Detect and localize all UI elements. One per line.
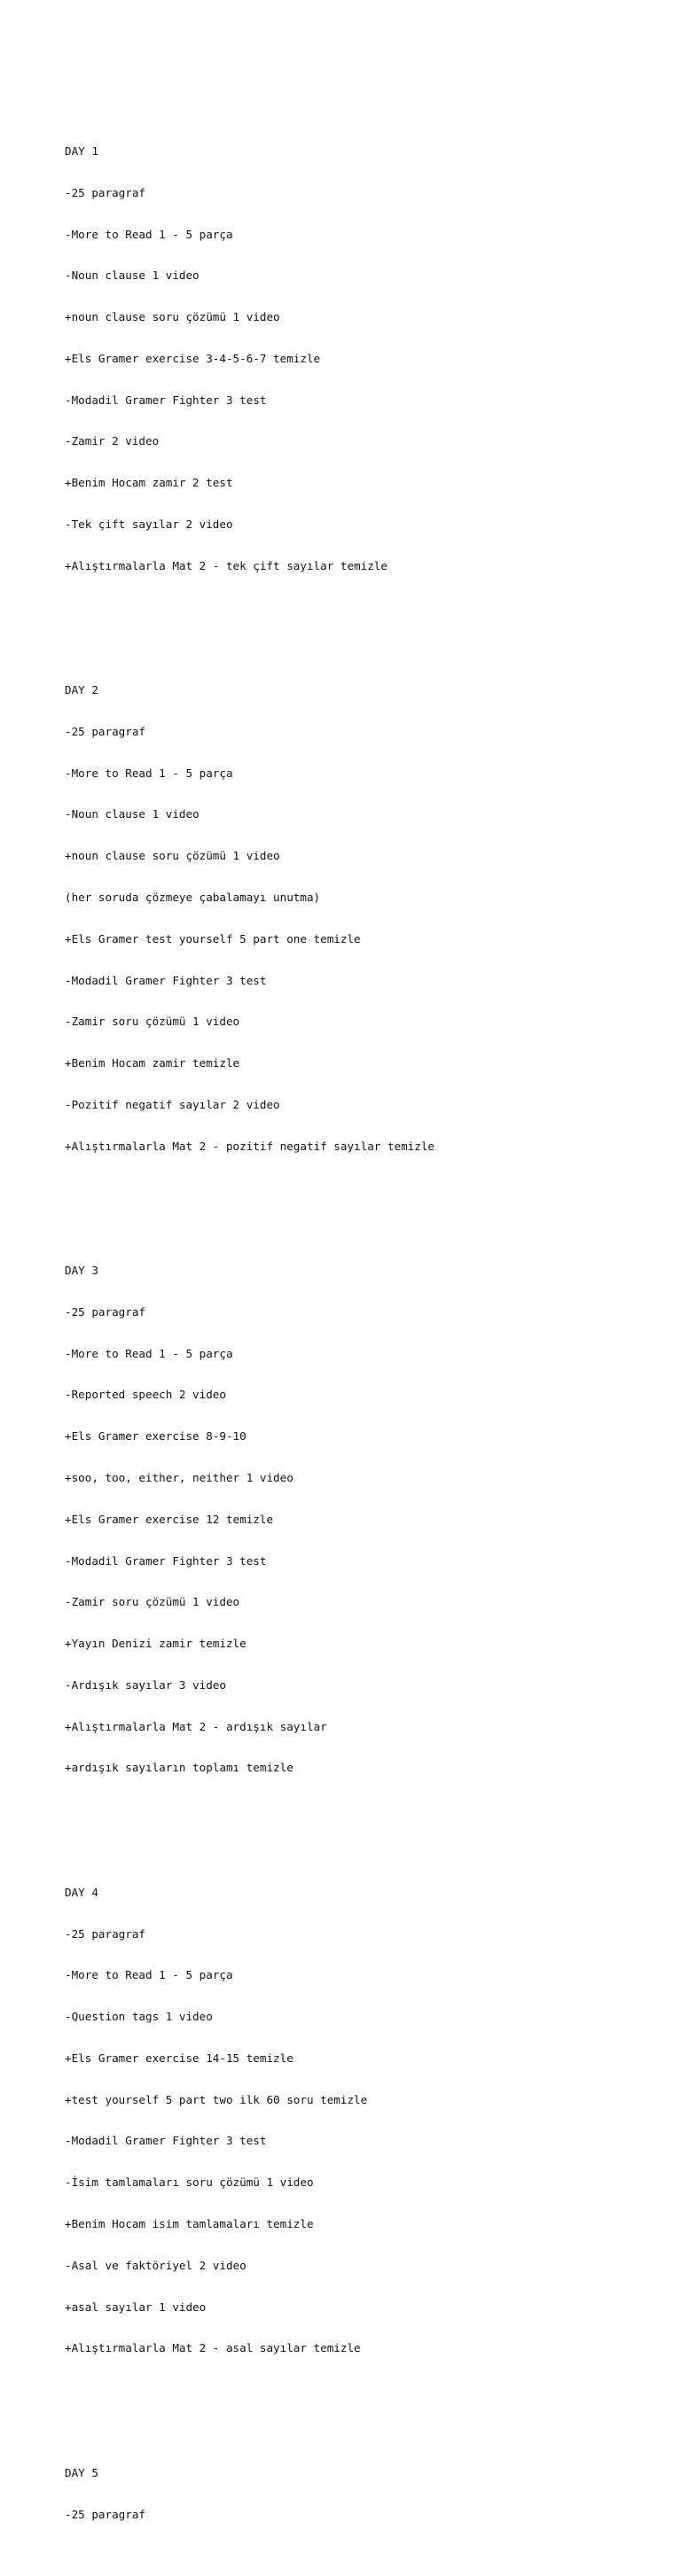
study-plan-document [65, 75, 650, 2576]
task-item: -More to Read 1 - 5 parça [65, 1346, 233, 1360]
task-item: +Alıştırmalarla Mat 2 - tek çift sayılar temizle [65, 558, 387, 572]
task-item: +Benim Hocam zamir 2 test [65, 476, 233, 490]
task-item: -Noun clause 1 video [65, 807, 200, 821]
task-item: +Els Gramer exercise 14-15 temizle [65, 2051, 294, 2065]
task-item: -More to Read 1 - 5 parça [65, 766, 233, 780]
task-item: +noun clause soru çözümü 1 video [65, 310, 280, 324]
task-item: +Els Gramer test yourself 5 part one temizle [65, 931, 361, 946]
day-title: DAY 4 [65, 1885, 98, 1899]
task-item: -Zamir soru çözümü 1 video [65, 1015, 240, 1029]
task-item: +Alıştırmalarla Mat 2 - asal sayılar temizle [65, 2341, 361, 2355]
task-item: -25 paragraf [65, 724, 145, 738]
day-2-section [65, 656, 650, 1181]
task-item: -Modadil Gramer Fighter 3 test [65, 973, 267, 987]
task-item: -Zamir 2 video [65, 434, 160, 448]
day-4-section [65, 1858, 650, 2384]
day-3-section [65, 1236, 650, 1802]
task-item: -25 paragraf [65, 1304, 145, 1319]
task-item: +Benim Hocam zamir temizle [65, 1056, 240, 1070]
day-1-section [65, 117, 650, 601]
day-title: DAY 5 [65, 2465, 98, 2479]
task-item: +Alıştırmalarla Mat 2 - ardışık sayılar [65, 1719, 327, 1733]
task-item: -Zamir soru çözümü 1 video [65, 1595, 240, 1609]
task-item: +Els Gramer exercise 12 temizle [65, 1512, 274, 1526]
task-item: +ardışık sayıların toplamı temizle [65, 1761, 294, 1775]
task-item: -Modadil Gramer Fighter 3 test [65, 2134, 267, 2148]
task-item: -25 paragraf [65, 185, 145, 199]
task-item: +Yayın Denizi zamir temizle [65, 1637, 247, 1651]
task-item: +Els Gramer exercise 8-9-10 [65, 1429, 247, 1444]
task-item: -More to Read 1 - 5 parça [65, 227, 233, 241]
task-note: (her soruda çözmeye çabalamayı unutma) [65, 891, 321, 905]
task-item: -Ardışık sayılar 3 video [65, 1677, 226, 1692]
task-item: +Benim Hocam isim tamlamaları temizle [65, 2217, 314, 2231]
task-item: +test yourself 5 part two ilk 60 soru temizle [65, 2092, 368, 2106]
task-item: +asal sayılar 1 video [65, 2300, 207, 2314]
task-item: -Reported speech 2 video [65, 1388, 226, 1402]
task-item: -25 paragraf [65, 1926, 145, 1941]
task-item: +Alıştırmalarla Mat 2 - pozitif negatif sayılar temizle [65, 1139, 435, 1153]
task-item: +soo, too, either, neither 1 video [65, 1470, 294, 1484]
task-item: -Tek çift sayılar 2 video [65, 518, 233, 531]
task-item: +noun clause soru çözümü 1 video [65, 849, 280, 863]
task-item: -Modadil Gramer Fighter 3 test [65, 1553, 267, 1568]
day-title: DAY 1 [65, 144, 98, 158]
task-item: -Asal ve faktöriyel 2 video [65, 2258, 247, 2272]
task-item: -Pozitif negatif sayılar 2 video [65, 1097, 280, 1111]
day-5-section [65, 2439, 650, 2549]
task-item: -More to Read 1 - 5 parça [65, 1968, 233, 1982]
task-item: -Modadil Gramer Fighter 3 test [65, 393, 267, 407]
task-item: +Els Gramer exercise 3-4-5-6-7 temizle [65, 351, 321, 365]
task-item: -Noun clause 1 video [65, 268, 200, 283]
task-item: -İsim tamlamaları soru çözümü 1 video [65, 2175, 314, 2190]
day-title: DAY 2 [65, 683, 98, 697]
day-title: DAY 3 [65, 1264, 98, 1278]
task-item: -25 paragraf [65, 2507, 145, 2521]
task-item: -Question tags 1 video [65, 2010, 213, 2024]
